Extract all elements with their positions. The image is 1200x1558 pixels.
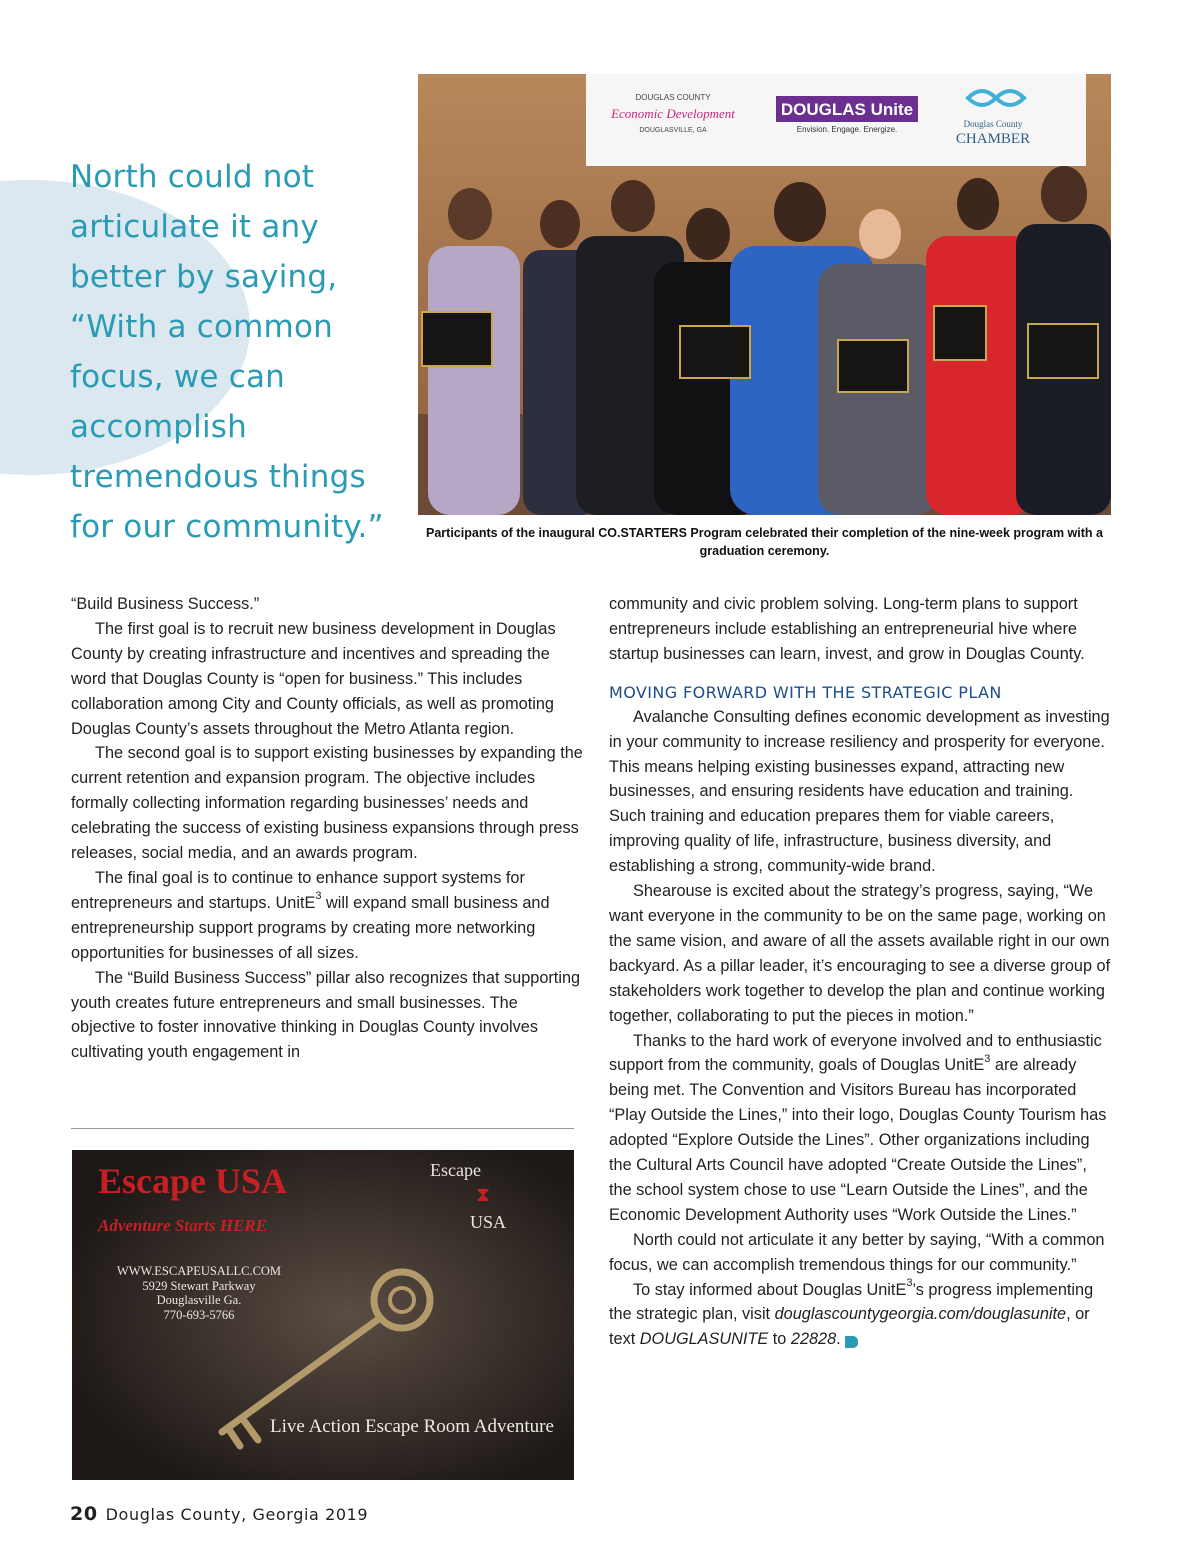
ad-title: Escape USA bbox=[98, 1161, 288, 1201]
ad-tagline: Adventure Starts HERE bbox=[98, 1216, 268, 1235]
ad-footer-text: Live Action Escape Room Adventure bbox=[270, 1416, 554, 1437]
svg-text:Envision. Engage. Energize.: Envision. Engage. Energize. bbox=[796, 125, 898, 134]
escape-usa-advertisement bbox=[72, 1150, 574, 1480]
paragraph: “Build Business Success.” bbox=[71, 595, 260, 613]
pull-quote: North could not articulate it any better by saying, “With a common focus, we can accomplish tremendous things for our community.” bbox=[70, 159, 384, 545]
paragraph: The final goal is to continue to enhance support systems for entrepreneurs and startups. UnitE$^3$ will expand small business and entrepreneurship support programs by creating more networking opportunities for businesses of all sizes. bbox=[71, 868, 550, 962]
svg-text:Douglas County: Douglas County bbox=[963, 119, 1023, 129]
svg-text:CHAMBER: CHAMBER bbox=[955, 131, 1031, 147]
graduation-photo bbox=[418, 74, 1111, 515]
ad-website: WWW.ESCAPEUSALLC.COM bbox=[116, 1264, 282, 1278]
svg-text:DOUGLASVILLE, GA: DOUGLASVILLE, GA bbox=[639, 127, 707, 134]
svg-text:Economic Development: Economic Development bbox=[611, 106, 735, 121]
paragraph: Shearouse is excited about the strategy’s progress, saying, “We want everyone in the community to be on the same page, working on the same vision, and aware of all the assets available right in our own backyard. As a pillar leader, it’s encouraging to see a diverse group of stakeholders work together to develop the plan and continue working together, collaborating to put the pieces in motion.” bbox=[609, 882, 1111, 1025]
svg-text:DOUGLAS COUNTY: DOUGLAS COUNTY bbox=[635, 93, 711, 102]
logo-text-bottom: USA bbox=[470, 1212, 507, 1232]
escape-usa-logo bbox=[422, 1158, 532, 1242]
article-column-left bbox=[71, 592, 583, 1065]
paragraph: North could not articulate it any better by saying, “With a common focus, we can accomplish tremendous things for our community.” bbox=[609, 1230, 1105, 1274]
ad-address-line: Douglasville Ga. bbox=[156, 1293, 242, 1307]
ad-phone: 770-693-5766 bbox=[163, 1307, 235, 1322]
website-link: douglascountygeorgia.com/douglasunite bbox=[774, 1305, 1067, 1324]
paragraph: The “Build Business Success” pillar also recognizes that supporting youth creates future entrepreneurs and small businesses. The objective to foster innovative thinking in Douglas County involves cultivating youth engagement in bbox=[71, 968, 581, 1062]
paragraph: Thanks to the hard work of everyone involved and to enthusiastic support from the community, goals of Douglas UnitE$^3$ are already being met. The Convention and Visitors Bureau has incorporated “Play Outside the Lines,” into their logo, Douglas County Tourism has adopted “Explore Outside the Lines”. Other organizations including the Cultural Arts Council have adopted “Create Outside the Lines”, the school system chose to use “Learn Outside the Lines”, and the Economic Development Authority uses “Work Outside the Lines.” bbox=[609, 1031, 1107, 1224]
photo-caption: Participants of the inaugural CO.STARTERS Program celebrated their completion of the nine-week program with a graduation ceremony. bbox=[426, 526, 1103, 558]
text-number: 22828 bbox=[790, 1330, 837, 1349]
page-number: 20 bbox=[70, 1503, 98, 1525]
end-mark-icon: D bbox=[845, 1336, 858, 1348]
section-heading: MOVING FORWARD WITH THE STRATEGIC PLAN bbox=[609, 682, 1002, 702]
publication-name: Douglas County, Georgia 2019 bbox=[105, 1505, 369, 1524]
paragraph: The second goal is to support existing businesses by expanding the current retention and expansion program. The objective includes formally collecting information regarding businesses’ needs and celebrating the success of existing business expansions through press releases, social media, and an awards program. bbox=[71, 744, 583, 863]
paragraph: To stay informed about Douglas UnitE$^3$’s progress implementing the strategic plan, visit douglascountygeorgia.com/douglasunite, or text DOUGLASUNITE to 22828. D bbox=[609, 1277, 1094, 1349]
ad-contact-info bbox=[104, 1264, 294, 1322]
paragraph: The first goal is to recruit new business development in Douglas County by creating infrastructure and incentives and spreading the word that Douglas County is “open for business.” This includes collaboration among City and County officials, as well as promoting Douglas County’s assets throughout the Metro Atlanta region. bbox=[71, 619, 556, 738]
ad-address-line: 5929 Stewart Parkway bbox=[142, 1278, 256, 1293]
article-column-right bbox=[609, 592, 1111, 1352]
svg-text:DOUGLAS Unite: DOUGLAS Unite bbox=[780, 100, 914, 119]
paragraph: community and civic problem solving. Long-term plans to support entrepreneurs include establishing an entrepreneurial hive where startup businesses can learn, invest, and grow in Douglas County. bbox=[609, 595, 1085, 663]
banner-logo-douglas-unite bbox=[776, 96, 918, 134]
hourglass-icon: ⧗ bbox=[476, 1184, 491, 1206]
logo-text-top: Escape bbox=[430, 1160, 481, 1180]
page-footer bbox=[70, 1503, 368, 1525]
divider-line bbox=[71, 1128, 574, 1129]
text-keyword: DOUGLASUNITE bbox=[639, 1330, 769, 1349]
paragraph: Avalanche Consulting defines economic development as investing in your community to increase resiliency and prosperity for everyone. This means helping existing businesses expand, attracting new businesses, and ensuring residents have education and training. Such training and education prepares them for viable careers, improving quality of life, infrastructure, business diversity, and establishing a strong, community-wide brand. bbox=[609, 707, 1110, 876]
